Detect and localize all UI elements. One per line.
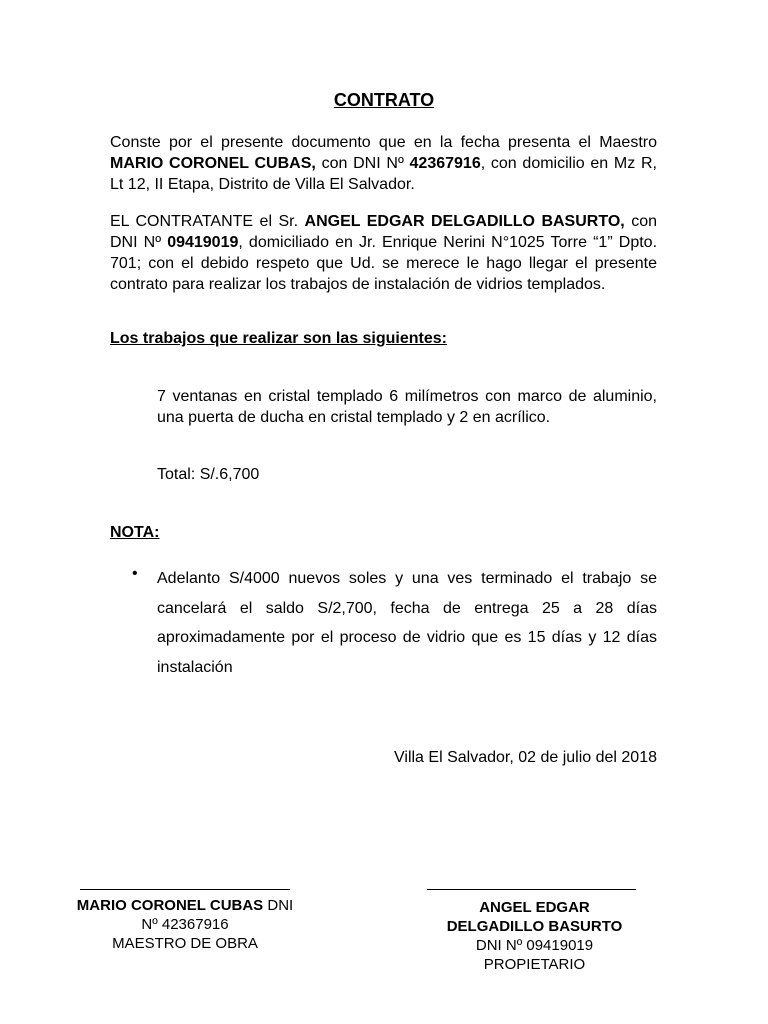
place-date: Villa El Salvador, 02 de julio del 2018 [394, 749, 657, 766]
document-title: CONTRATO [333, 90, 435, 110]
contractor-dni: 42367916 [409, 155, 481, 172]
bullet-icon: • [132, 565, 138, 582]
paragraph-text: EL CONTRATANTE el Sr. [110, 213, 305, 230]
paragraph-text: con DNI Nº [110, 213, 657, 251]
signer-name-line1 [407, 898, 662, 917]
signer-dni: Nº 42367916 [141, 916, 229, 933]
client-name: ANGEL EDGAR DELGADILLO BASURTO, [304, 213, 625, 230]
signer-name-line2 [407, 917, 662, 936]
signer-name-part: DELGADILLO BASURTO [446, 918, 623, 935]
paragraph-client [110, 211, 657, 295]
signer-name: MARIO CORONEL CUBAS [76, 897, 264, 914]
note-heading: NOTA: [110, 524, 160, 541]
signature-block-contractor [55, 896, 315, 953]
signer-role: PROPIETARIO [483, 956, 586, 973]
note-item: Adelanto S/4000 nuevos soles y una ves terminado el trabajo se cancelará el saldo S/2,700, fecha de entrega 25 a 28 días aproximadamente por el proceso de vidrio que es 15 días y 12 días instalación [157, 570, 657, 676]
signer-dni: DNI Nº 09419019 [475, 937, 594, 954]
paragraph-contractor [110, 132, 657, 195]
work-description: 7 ventanas en cristal templado 6 milímetros con marco de aluminio, una puerta de ducha en cristal templado y 2 en acrílico. [157, 388, 657, 426]
signer-role: MAESTRO DE OBRA [112, 935, 258, 952]
contractor-name: MARIO CORONEL CUBAS, [110, 155, 316, 172]
dni-label: DNI [263, 897, 294, 914]
signature-name-line [55, 896, 315, 915]
paragraph-text: con DNI Nº [315, 155, 410, 172]
paragraph-text: , domiciliado en Jr. Enrique Nerini N°1025 Torre “1” Dpto. 701; con el debido respeto que Ud. se merece le hago llegar el presente contrato para realizar los trabajos de instalación de vidrios templados. [110, 234, 658, 293]
signer-name-part: ANGEL EDGAR [479, 899, 590, 916]
works-heading: Los trabajos que realizar son las siguientes: [110, 330, 447, 347]
paragraph-text: Conste por el presente documento que en la fecha presenta el Maestro [110, 134, 657, 151]
paragraph-text: , con domicilio en Mz R, Lt 12, II Etapa, Distrito de Villa El Salvador. [110, 155, 657, 193]
client-dni: 09419019 [167, 234, 239, 251]
signature-line-contractor [80, 889, 290, 890]
signature-block-client [407, 898, 662, 974]
signature-line-client [427, 889, 636, 890]
total-amount: Total: S/.6,700 [157, 466, 260, 483]
